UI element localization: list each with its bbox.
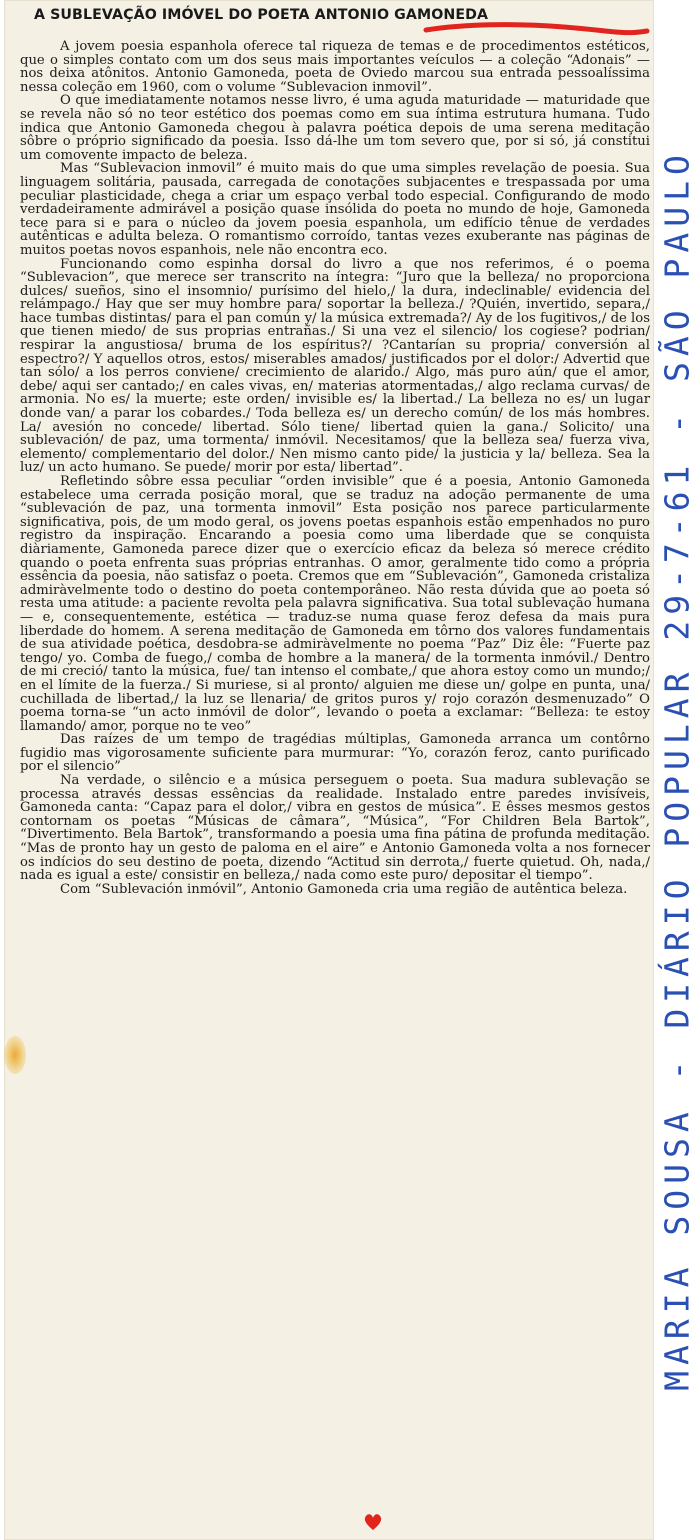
paragraph-poem-sublevacion: Funcionando como espinha dorsal do livro a que nos referimos, é o poema “Sublevacion”, que merece ser transcrito na íntegra: “Juro que la belleza/ no proporciona dulces/ sueños, sino el insomnio/ purísimo del hielo,/ la dura, indeclinable/ evidencia del relámpago./ Hay que ser muy hombre para/ soportar la belleza./ ?Quién, invertido, separa,/ hace tumbas distintas/ para el pan común y/ la música extremada?/ Ay de los fugitivos,/ de los que tienen miedo/ de sus proprias entrañas./ Si una vez el silencio/ los cogiese? podrian/ respirar la angustiosa/ bruma de los espíritus?/ ?Cantarían su propria/ conversión al espectro?/ Y aquellos otros, estos/ miserables amados/ justificados por el dolor:/ Advertid que tan sólo/ a los perros conviene/ crecimiento de alarido./ Algo, más puro aún/ que el amor, debe/ aqui ser cantado;/ en cales vivas, en/ materias atormentadas,/ algo reclama curvas/ de armonia. No es/ la muerte; este orden/ invisible es/ la libertad./ La belleza no es/ un lugar donde van/ a parar los cobardes./ Toda belleza es/ un derecho común/ de los más hombres. La/ avesión no concede/ libertad. Sólo tiene/ libertad quien la gana./ Solicito/ una sublevación/ de paz, uma tormenta/ inmóvil. Necesitamos/ que la belleza sea/ fuerza viva, elemento/ complementario del dolor./ Nen mismo canto pide/ la justicia y la/ belleza. Sea la luz/ un acto humano. Se puede/ morir por esta/ libertad”. <box>20 256 650 476</box>
red-heart-icon <box>362 1512 384 1532</box>
paragraph-revelation: Mas “Sublevacion inmovil” é muito mais do que uma simples revelação de poesia. Sua linguagem solitária, pausada, carregada de conotações subjacentes e trespassada por uma peculiar plasticidade, chega a criar um espaço verbal todo especial. Configurando de modo verdadeiramente admirável a posição quase insólida do poeta no mundo de hoje, Gamoneda tece para si e para o núcleo da jovem poesia espanhola, um edifício tênue de verdades autênticas e adulta beleza. O romantismo corroído, tantas vezes exuberante nas páginas de muitos poetas novos espanhois, nele não encontra eco. <box>20 161 650 258</box>
paragraph-intro: A jovem poesia espanhola oferece tal riqueza de temas e de procedimentos estéticos, que o simples contato com um dos seus mais importantes veículos — a coleção “Adonais” — nos deixa atônitos. Antonio Gamoneda, poeta de Oviedo marcou sua entrada pessoalíssima nessa coleção em 1960, com o volume “Sublevacion inmovil”. <box>20 39 650 95</box>
paragraph-invisible-order: Refletindo sôbre essa peculiar “orden invisible” que é a poesia, Antonio Gamoneda estabelece uma cerrada posição moral, que se traduz na adoção permanente de uma “sublevación de paz, una tormenta inmovil” Esta posição nos parece particularmente significativa, pois, de um modo geral, os jovens poetas espanhois estão empenhados no puro registro da inspiração. Encarando a poesia como uma liberdade que se conquista diàriamente, Gamoneda parece dizer que o exercício eficaz da beleza só merece crédito quando o poeta enfrenta suas próprias entranhas. O amor, geralmente tido como a própria essência da poesia, não satisfaz o poeta. Cremos que em “Sublevación”, Gamoneda cristaliza admiràvelmente todo o destino do poeta contemporâneo. Não resta dúvida que ao poeta só resta uma atitude: a paciente revolta pela palavra significativa. Sua total sublevação humana — e, consequentemente, estética — traduz-se numa quase feroz defesa da mais pura liberdade do homem. A serena meditação de Gamoneda em tôrno dos valores fundamentais de sua atividade poética, desdobra-se admiràvelmente no poema “Paz” Diz êle: “Fuerte paz tengo/ yo. Comba de fuego,/ comba de hombre a la manera/ de la tormenta inmóvil./ Dentro de mi creció/ tanto la música, fue/ tan intenso el combate,/ que ahora estoy como un mundo;/ en el límite de la fuerza./ Si muriese, si al pronto/ alguien me diese un/ golpe en punta, una/ cuchillada de libertad,/ la luz se llenaria/ de gritos puros y/ rojo corazón desmenuzado” O poema torna-se “un acto inmóvil de dolor”, levando o poeta a exclamar: “Belleza: te estoy llamando/ amor, porque no te veo” <box>20 474 650 734</box>
newspaper-clipping <box>4 0 654 1540</box>
article-body <box>20 40 650 896</box>
headline: A SUBLEVAÇÃO IMÓVEL DO POETA ANTONIO GAMONEDA <box>34 7 489 23</box>
handwritten-side-note <box>654 20 700 1520</box>
paragraph-silence-music: Na verdade, o silêncio e a música perseguem o poeta. Sua madura sublevação se processa através dessas essências da realidade. Instalado entre paredes invisíveis, Gamoneda canta: “Capaz para el dolor,/ vibra en gestos de música”. E êsses mesmos gestos contornam os poetas “Músicas de câmara”, “Música”, “For Children Bela Bartok”, “Divertimento. Bela Bartok”, transformando a poesia uma fina pátina de profunda meditação. “Mas de pronto hay un gesto de paloma en el aire” e Antonio Gamoneda volta a nos fornecer os indícios do seu destino de poeta, dizendo “Actitud sin derrota,/ fuerte quietud. Oh, nada,/ nada es igual a este/ consistir en belleza,/ nada como este puro/ depositar el tiempo”. <box>20 773 650 884</box>
paragraph-roots: Das raízes de um tempo de tragédias múltiplas, Gamoneda arranca um contôrno fugidio mas vigorosamente suficiente para murmurar: “Yo, corazón feroz, canto purificado por el silencio” <box>20 732 650 775</box>
red-underline-stroke-icon <box>424 21 649 39</box>
yellow-stain-icon <box>4 1036 26 1074</box>
paragraph-maturity: O que imediatamente notamos nesse livro, é uma aguda maturidade — maturidade que se revela não só no teor estético dos poemas como em sua íntima estrutura humana. Tudo indica que Antonio Gamoneda chegou à palavra poética depois de uma serena meditação sôbre o próprio significado da poesia. Isso dá-lhe um tom severo que, por si só, já constitui um comovente impacto de beleza. <box>20 93 650 163</box>
side-note-text: MARIA SOUSA - DIÁRIO POPULAR 29-7-61 - SÃO PAULO <box>657 149 697 1391</box>
paragraph-conclusion: Com “Sublevación inmóvil”, Antonio Gamoneda cria uma região de autêntica beleza. <box>60 881 628 897</box>
